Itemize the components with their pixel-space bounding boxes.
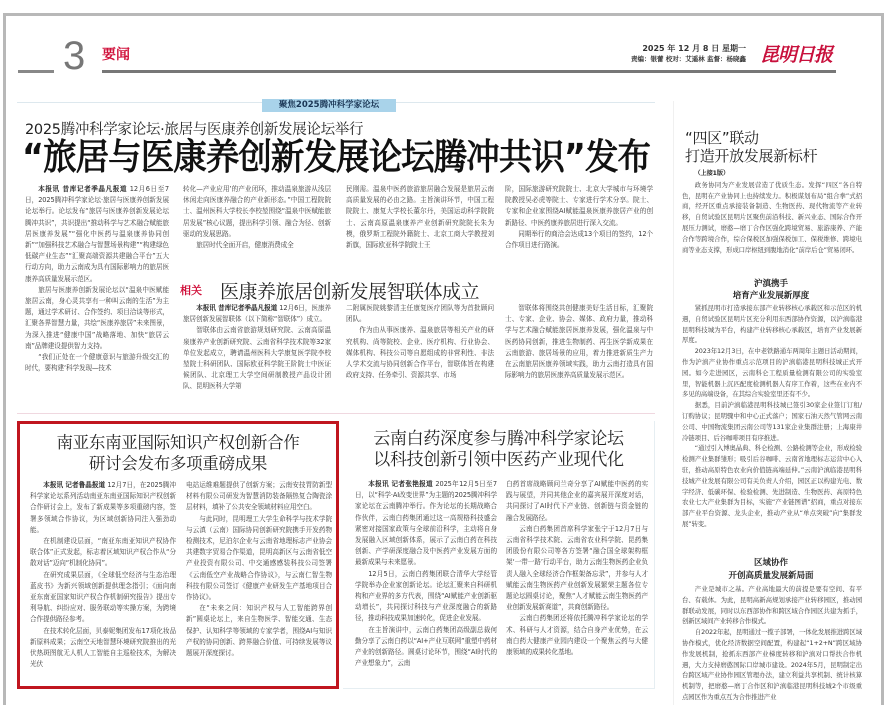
story-column-2 [186, 480, 332, 684]
paragraph: 智联体将围绕共创健康美好生活目标，汇聚院士、专家、企业、协会、媒体、政府力量，推动科学与艺术融合赋能旅居医康养发展，强化温泉与中医药协同创新，推进生物制药、再生医学新成果在云南旅游、旅居场景的应用，着力推进新质生产力在云南旅居医康养领域实践，助力云南打造具有国际影响力的旅居医康养高质量发展示范区。 [505, 304, 653, 380]
paragraph: 2025年12月5日至7日，以“科学·AI改变世界”为主题的2025腾冲科学家论坛在云南腾冲举行。作为论坛的长期战略合作伙伴，云南白药集团通过这一高规格科技盛会紧密对接国家政策与全球前沿科学，主动将自身发展融入区域创新体系，展示了云南白药在科技创新、产学研深度融合及中医药产业发展方面的最新成果与未来愿景。 [355, 480, 497, 567]
right-section-3 [682, 584, 862, 705]
paragraph: 作为由从事医康养、温泉旅居等相关产业的研究机构、尚等院校、企业、医疗机构、行业协会、媒体机构、科技公司等自愿组成的非营利性、非法人学术交流与协同创新合作平台，智联体旨在构建政府支持、任务牵引、资源共享、市场 [346, 326, 494, 380]
feature-column-1 [25, 184, 169, 412]
story-title-line2: 以科技创新引领中医药产业现代化 [373, 450, 624, 470]
paragraph: 同期举行的商洽会达成13个项目的签约，12个合作项目进行路演。 [505, 229, 653, 250]
page-masthead [18, 34, 836, 78]
related-title: 医康养旅居创新发展智联体成立 [220, 281, 480, 303]
right-subhead-1-line1: 沪滇携手 [753, 279, 788, 289]
paragraph: 产业是城市之基。产业高地最大的前提是要有空间、有平台、有载体。为此，昆明高新高规划承接产业转移园区，推动园群联动发展，同时以东西部协作和跨区域合作园区共建为抓手，创新区域间产业转移合作模式。 [682, 585, 862, 626]
story-ip-cooperation [17, 421, 339, 689]
paragraph: 阶，国际旅游研究院院士、北京大学城市与环境学院教授吴必虎等院士、专家进行学术分享。院士、专家和企业家围绕AI赋能温泉医康养旅居产业的创新路径、中医药康养旅居进行深入交流。 [505, 185, 653, 227]
story-title-line1: 南亚东南亚国际知识产权创新合作 [56, 433, 300, 452]
continued-from: （上接1版） [694, 170, 730, 177]
right-column-story [673, 101, 868, 705]
paragraph: 12月6日，医康养旅居创新发展智联体（以下简称“智联体”）成立。 [183, 304, 331, 324]
paragraph: 转化—产业应用’的产业闭环，推动温泉旅游从浅层休闲走向医康养融合的产业新形态。”中国工程院院士、温州医科大学校长李校堃围绕“温泉中医赋能旅居发展”核心议题，提出科学引领、融合为径、创新驱动的发展思路。 [183, 185, 331, 238]
right-headline-line1: “四区”联动 [685, 129, 759, 147]
related-column-1 [183, 303, 331, 411]
story-column-2 [506, 479, 648, 681]
story-title-line2: 研讨会发布多项重磅成果 [88, 454, 268, 473]
right-headline-line2: 打造开放发展新标杆 [685, 147, 818, 165]
related-column-2 [346, 303, 494, 411]
feature-headline: “旅居与医康养创新发展论坛腾冲共识”发布 [22, 137, 651, 178]
paragraph: 旅居与医康养创新发展论坛以“温泉中医赋能旅居云南，身心灵共享有一种叫云南的生活”为主题，通过学术研讨、合作签约、项目洽谈等形式，汇聚各界智慧力量，共绘“医康养旅居”未来图景，为深入推进“健康中国”战略落地、加快“旅居云南”品牌建设提供智力支持。 [25, 285, 169, 350]
paragraph: “通过引入博奥晶典、科仑检测、公路检测等企业，形成检验检测产业集群雏形；吸引后谷咖啡、云南省地理标志运营中心入驻，推动高原特色农业向价值链高端延伸。”云南沪滇临港昆明科技城产业发展有限公司有关负责人介绍，园区正以构建光电、数字经济、低碳环保、检验检测、先进制造、生物医药、高原特色农业七大产业集群为目标，实施“产业链图谱”招商，重点对接东部产业平台资源、龙头企业，推动产业从“单点突破”向“集群发展”转变。 [682, 444, 862, 528]
paragraph: 二附属医院姚黎清主任康复医疗团队等为首批顾问团队。 [346, 304, 494, 324]
section-divider [17, 413, 655, 414]
paragraph: 白药首席战略顾问兰奇分享了AI赋能中医药的实践与展望，并同其他企业的嘉宾展开深度对话，共同探讨了AI时代下产业链、创新链与资金链的融合发展路径。 [506, 480, 648, 522]
page-number: 3 [63, 34, 86, 78]
byline: 本报讯 记者鲁晶报道 [43, 481, 106, 489]
story-column-1 [30, 480, 176, 684]
related-heading [168, 277, 528, 301]
right-section-1 [682, 169, 862, 281]
section-label: 要闻 [102, 47, 130, 63]
paragraph: 云南白药集团还将依托腾冲科学家论坛的学术、科研与人才资源，结合自身产业优势，在云南白药大健康产业园内建设一个聚焦云药与大健康领域的成果转化基地。 [506, 614, 648, 657]
byline: 本报讯 昔库记者季晶凡报道 [196, 304, 278, 312]
paragraph: 12月7日，在2025腾冲科学家论坛系列活动南亚东南亚国际知识产权创新合作研讨会上，发布了新成果等多项重磅内容，签署多领域合作协议，为区域创新协同注入强劲动能。 [30, 481, 176, 534]
topic-tag: 聚焦2025腾冲科学家论坛 [262, 99, 396, 112]
right-section-2 [682, 303, 862, 558]
paragraph: 12月6日至7日，2025腾冲科学家论坛·旅居与医康养创新发展论坛举行。论坛发布“旅居与医康养创新发展论坛腾冲共识”，共识提出“推动科学与艺术融合赋能旅居医康养发展”“强化中医药与温泉康养协同创新”“加强科技艺术融合与智慧场景构建”“构建绿色低碳产业生态”“汇聚高端资源共建融合平台”五大行动方向，助力云南成为具有国际影响力的旅居医康养高质量发展示范区。 [25, 185, 169, 283]
byline: 本报讯 昔库记者季晶凡报道 [38, 185, 128, 193]
paragraph: 自2022年起，昆明通过一揽子部署，一体化发展推进跨区域协作模式，优化经济数据空间配置，构建起“1+2+N”跨区域协作发展机制，抢抓东西部产业梯度转移和沪滇对口帮扶合作机遇，大力支持磨憨国际口岸城市建设。2024年5月，昆明制定出台跨区域产业协作园区管理办法，建立利益共享机制、统计核算机制等，把磨憨—磨丁合作区和沪滇临港昆明科技城2个市级重点园区作为重点互为合作推进产业 [682, 628, 862, 701]
right-subhead-2-line1: 区域协作 [753, 558, 788, 568]
right-subhead-1-line2: 培育产业发展新厚度 [732, 291, 810, 301]
paragraph: 民刚需。温泉中医药旅游旅居融合发展是旅居云南高质量发展的必由之路。主旨演讲环节，中国工程院院士、康复大学校长董尔丹，美国运动科学院院士、云南高原温泉康养产业创新研究院院长朱为模，俄罗斯工程院外籍院士、北京工商大学教授刘新旗，国际欧亚科学院院士王 [346, 185, 494, 250]
feature-column-2 [183, 184, 331, 274]
paragraph: 政务协同为产业发展营造了优质生态。发挥“四区”各自特色，昆明在产业协同上也持续发力。积极谋划布局“组合拳”式招商，经开区重点承接装备制造、生物医药、现代物流等产业转移，自贸试验区昆明片区聚焦前沿科技、新兴业态、国际合作开展压力测试，磨憨—磨丁合作区强化跨境贸易、旅游康养、产能合作等跨境合作，综合保税区加强保税加工、保税维修、跨境电商等业态支撑，形成口岸枢纽到腹地消化“前岸后仓”贸易闭环。 [682, 180, 862, 254]
paragraph: 在机制建设层面，“南亚东南亚知识产权协作联合体”正式发起，标志着区域知识产权合作从“分散对话”迈向“机制化协同”。 [30, 537, 176, 568]
paragraph: 12月5日，云南白药集团联合清华大学经管学院举办企业家创新论坛。论坛汇聚来自科研机构和产业界的多方代表，围绕“AI赋能产业创新驱动增长”，共同探讨科技与产业深度融合的新路径，推动科技成果加速转化，促进企业发展。 [355, 569, 497, 623]
paragraph: 旅居时代全面开启，健康消费成全 [196, 241, 294, 250]
story-title-line1: 云南白药深度参与腾冲科学家论坛 [373, 429, 624, 449]
feature-kicker: 2025腾冲科学家论坛·旅居与医康养创新发展论坛举行 [25, 122, 364, 138]
masthead-left-rule [18, 70, 54, 73]
paragraph: 电站运维难题提供了创新方案；云南安技胃防新型材料有限公司研发为智慧消防装备隔热复合陶瓷涂层材料，填补了公共安全领域材料应用空白。 [186, 481, 332, 512]
editorial-staff: 责编：银蕾 校对：艾遥林 监督：杨晓鑫 [630, 55, 746, 63]
paragraph: 在主旨演讲中，云南白药集团高级副总裁何勤分享了云南白药以“AI+产业互联网”重塑中药材产业的创新路径。圆桌讨论环节，围绕“AI时代的产业想象力”，云南 [355, 625, 497, 668]
story-yunnan-baiyao [343, 421, 655, 689]
story-column-1 [355, 479, 497, 681]
paragraph: 2023年12月3日，在中老铁路通车两周年主题日活动期间，作为沪滇产业协作重点示范项目的沪滇临港昆明科技城正式开园。如今走进园区，云南科仑工程质量检测有限公司的实验室里，智能机器上沉匹配度检测机器人有序工作着，这些在业内不多见的高端设备，在其综合实验室里还有不少。 [682, 347, 862, 399]
feature-column-3 [346, 184, 494, 274]
related-column-3 [505, 303, 653, 411]
feature-column-4 [505, 184, 653, 274]
paragraph: “我们正处在一个健康意识与旅游升级交汇的时代，要构建‘科学发现—技术 [25, 353, 169, 373]
paragraph: 智联体由云南省旅游规划研究院、云南高原温泉康养产业创新研究院、云南省科学技术院等32家单位发起成立，聘请温州医科大学康复医学院李校堃院士科研团队、国际欧亚科学院王阶院士中医证候团队、北京理工大学空间研制教授产品设计团队、昆明医科大学第 [183, 326, 331, 391]
related-tag: 相关 [180, 284, 202, 297]
paragraph: 紧抓昆明市打造承接东部产业转移核心承载区和示范区的机遇，自贸试验区昆明片区充分利用东西部协作资源，以沪滇临港昆明科技城为平台，构建产业转移核心承载区，培育产业发展新厚度。 [682, 304, 862, 345]
paragraph: 云南白药集团首席科学家张宁于12月7日与云南省科学技术院、云南省农业科学院、昆药集团股份有限公司等各方签署“融合国全球架构框架‘一带一路’行动平台，助力云南生物医药企业负责人融入全球经济合作框架备忘录”，并参与人才赋能云南生物医药产业创新发展繁荣主题各位专题论坛圆桌讨论，聚焦“人才赋能云南生物医药产业创新发展新赛道”，共商创新路径。 [506, 524, 648, 612]
paragraph: 在技术转化层面，贝泰妮集团发布17项化妆品新原料成果；云南空天地智慧环境研究院推出的光伏热斑图航无人机人工智能自主巡检技术，为解决光伏 [30, 626, 176, 669]
newspaper-logo: 昆明日报 [759, 44, 832, 66]
paragraph: 据悉，目前沪滇临港昆明科技城已签引30家企业签订订租/订购协议；昆明骤中和中心正式落户；国家石油天然气管网云南公司、中国物流集团云南公司等131家企业集群注册；上海康井冷链项目、后谷咖啡项目有序推进。 [682, 401, 862, 442]
right-subhead-2-line2: 开创高质量发展新局面 [728, 571, 814, 581]
masthead-rule [102, 70, 836, 73]
issue-date: 2025 年 12 月 8 日 星期一 [642, 44, 746, 53]
paragraph: 在“未来之问：知识产权与人工智能跨界创新”圆桌论坛上，来自生物医学、智能交通、生态保护、认知科学等领域的专家学者，围绕AI与知识产权的协同创新、跨界融合价值、可持续发展等议题展开深度探讨。 [186, 604, 332, 658]
paragraph: 与此同时，昆明理工大学生命科学与技术学院与云滇（云南）国际协同创新研究院携手开发药物检测技术，尼泊尔企业与云南省地理标志产业协会共建数字贸易合作渠道，昆明高新区与云南省低空产业投资有限公司、中交通感感装科技公司签署《云南低空产业战略合作协议》，与云南仁智生物科技有限公司签订《健康产业研发生产基地项目合作协议》。 [186, 514, 332, 602]
byline: 本报讯 记者张艳报道 [368, 480, 433, 488]
paragraph: 在研究成果层面，《全球低空经济与生态治理蓝皮书》为新兴领域创新提供理念指引；《面向南亚东南亚国家知识产权合作机制研究报告》提出专利导航、纠纷应对、服务联动等实操方案，为跨境合作提供路径参考。 [30, 570, 176, 624]
